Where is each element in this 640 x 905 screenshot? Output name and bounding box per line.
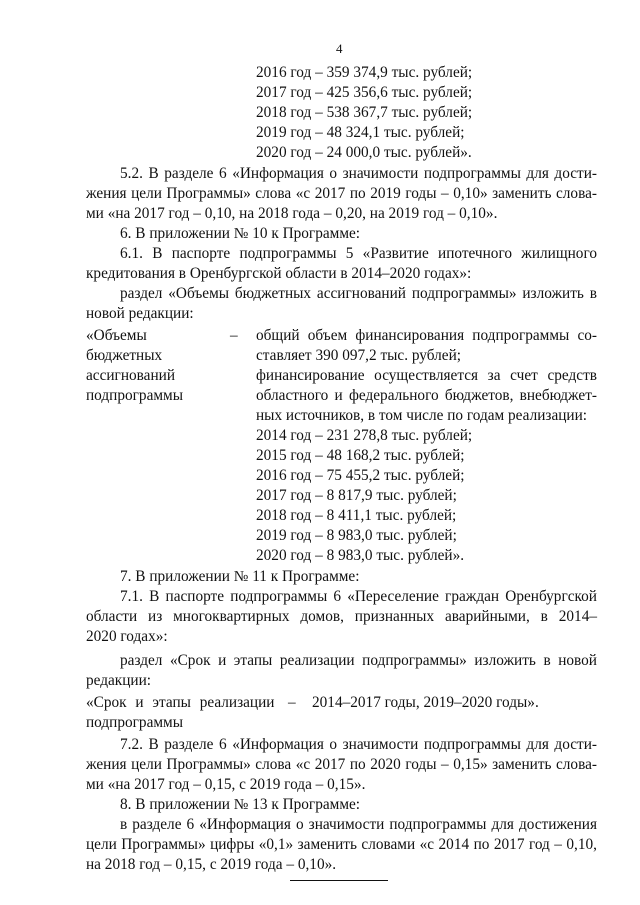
- page-number: 4: [336, 41, 343, 56]
- table-right-line: 2018 год – 8 411,1 тыс. рублей;: [256, 507, 457, 524]
- table-right-line: 2019 год – 8 983,0 тыс. рублей;: [256, 527, 457, 544]
- paragraph-6-1-section-line: новой редакции:: [86, 305, 194, 322]
- paragraph-6: 6. В приложении № 10 к Программе:: [120, 225, 361, 242]
- paragraph-8-line: на 2018 год – 0,15, с 2019 года – 0,10».: [86, 856, 337, 873]
- paragraph-7-1-section-line: раздел «Срок и этапы реализации подпрограммы» изложить в новой: [120, 652, 597, 669]
- paragraph-7-2-line: ми «на 2017 год – 0,15, с 2019 года – 0,15».: [86, 776, 366, 793]
- paragraph-7-1-line: области из многоквартирных домов, признанных аварийными, в 2014–: [86, 608, 597, 625]
- table-right-line: 2016 год – 75 455,2 тыс. рублей;: [256, 467, 465, 484]
- table-right-line: 2014 год – 231 278,8 тыс. рублей;: [256, 427, 473, 444]
- table-left-label: ассигнований: [86, 367, 176, 384]
- table-right-line: ставляет 390 097,2 тыс. рублей;: [256, 347, 462, 364]
- table-right-line: областного и федерального бюджетов, внебюджет-: [256, 387, 597, 404]
- paragraph-5-2-line: жения цели Программы» слова «с 2017 по 2019 годы – 0,10» заменить слова-: [86, 185, 597, 202]
- funding-line: 2020 год – 24 000,0 тыс. рублей».: [256, 144, 472, 161]
- paragraph-7: 7. В приложении № 11 к Программе:: [120, 568, 360, 585]
- term-dash: –: [288, 694, 296, 711]
- funding-line: 2018 год – 538 367,7 тыс. рублей;: [256, 104, 473, 121]
- paragraph-7-1-section-line: редакции:: [86, 672, 152, 689]
- paragraph-8-line: в разделе 6 «Информация о значимости подпрограммы для достижения: [120, 816, 597, 833]
- table-right-line: ных источников, в том числе по годам реализации:: [256, 407, 588, 424]
- table-left-label: подпрограммы: [86, 387, 184, 404]
- paragraph-7-2-line: 7.2. В разделе 6 «Информация о значимости подпрограммы для дости-: [120, 736, 597, 753]
- paragraph-6-1-line: кредитования в Оренбургской области в 2014–2020 годах»:: [86, 265, 472, 282]
- table-left-label: бюджетных: [86, 347, 163, 364]
- term-left-label: «Срок и этапы реализации: [86, 694, 275, 711]
- paragraph-7-2-line: жения цели Программы» слова «с 2017 по 2020 годы – 0,15» заменить слова-: [86, 756, 597, 773]
- term-left-label-2: подпрограммы: [86, 714, 184, 731]
- closing-rule: [290, 880, 388, 881]
- paragraph-8: 8. В приложении № 13 к Программе:: [120, 796, 361, 813]
- paragraph-6-1-line: 6.1. В паспорте подпрограммы 5 «Развитие ипотечного жилищного: [120, 245, 597, 262]
- table-right-line: финансирование осуществляется за счет средств: [256, 367, 597, 384]
- table-right-line: общий объем финансирования подпрограммы со-: [256, 327, 597, 344]
- paragraph-7-1-line: 2020 годах»:: [86, 628, 168, 645]
- paragraph-6-1-section-line: раздел «Объемы бюджетных ассигнований подпрограммы» изложить в: [120, 285, 597, 302]
- table-right-line: 2020 год – 8 983,0 тыс. рублей».: [256, 547, 465, 564]
- funding-line: 2016 год – 359 374,9 тыс. рублей;: [256, 64, 473, 81]
- table-right-line: 2015 год – 48 168,2 тыс. рублей;: [256, 447, 465, 464]
- table-left-label: «Объемы: [86, 327, 147, 344]
- table-right-line: 2017 год – 8 817,9 тыс. рублей;: [256, 487, 457, 504]
- term-value: 2014–2017 годы, 2019–2020 годы».: [312, 694, 539, 711]
- paragraph-5-2-line: ми «на 2017 год – 0,10, на 2018 года – 0,20, на 2019 год – 0,10».: [86, 205, 498, 222]
- paragraph-5-2-line: 5.2. В разделе 6 «Информация о значимости подпрограммы для дости-: [120, 165, 597, 182]
- paragraph-7-1-line: 7.1. В паспорте подпрограммы 6 «Переселение граждан Оренбургской: [120, 588, 597, 605]
- funding-line: 2019 год – 48 324,1 тыс. рублей;: [256, 124, 465, 141]
- funding-line: 2017 год – 425 356,6 тыс. рублей;: [256, 84, 473, 101]
- table-dash: –: [230, 327, 238, 344]
- paragraph-8-line: цели Программы» цифры «0,1» заменить словами «с 2014 по 2017 год – 0,10,: [86, 836, 597, 853]
